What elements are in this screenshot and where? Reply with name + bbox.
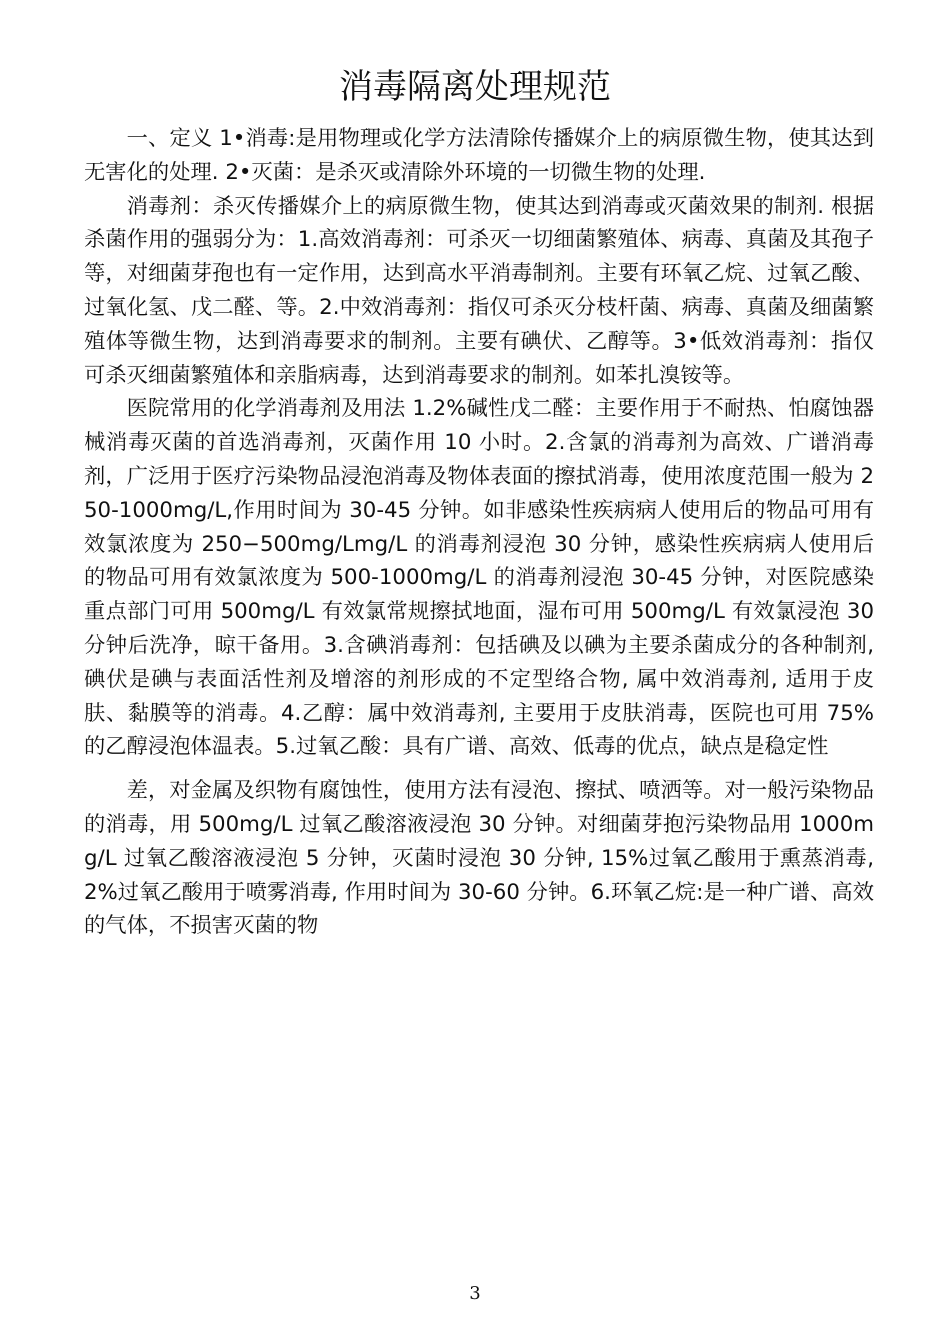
- paragraph-continuation: 差，对金属及织物有腐蚀性，使用方法有浸泡、擦拭、喷洒等。对一般污染物品的消毒，用 500mg/L 过氧乙酸溶液浸泡 30 分钟。对细菌芽抱污染物品用 1000mg/L 过氧乙酸溶液浸泡 5 分钟，灭菌时浸泡 30 分钟, 15%过氧乙酸用于熏蒸消毒, 2%过氧乙酸用于喷雾消毒, 作用时间为 30-60 分钟。6.环氧乙烷:是一种广谱、高效的气体，不损害灭菌的物: [84, 778, 874, 939]
- paragraph-disinfectant-types: 消毒剂：杀灭传播媒介上的病原微生物，使其达到消毒或灭菌效果的制剂. 根据杀菌作用的强弱分为：1.高效消毒剂：可杀灭一切细菌繁殖体、病毒、真菌及其孢子等，对细菌芽孢也有一定作用，达到高水平消毒制剂。主要有环氧乙烷、过氧乙酸、过氧化氢、戊二醛、等。2.中效消毒剂：指仅可杀灭分枝杆菌、病毒、真菌及细菌繁殖体等微生物，达到消毒要求的制剂。主要有碘伏、乙醇等。3•低效消毒剂：指仅可杀灭细菌繁殖体和亲脂病毒，达到消毒要求的制剂。如苯扎溴铵等。: [84, 193, 874, 388]
- page-number: 3: [469, 1283, 481, 1304]
- document-body: [84, 122, 874, 943]
- paragraph-definitions: 一、定义 1•消毒:是用物理或化学方法清除传播媒介上的病原微生物，使其达到无害化的处理. 2•灭菌：是杀灭或清除外环境的一切微生物的处理.: [84, 126, 874, 185]
- document-title: 消毒隔离处理规范: [339, 67, 611, 107]
- paragraph-hospital-disinfectants: 医院常用的化学消毒剂及用法 1.2%碱性戊二醛：主要作用于不耐热、怕腐蚀器械消毒灭菌的首选消毒剂，灭菌作用 10 小时。2.含氯的消毒剂为高效、广谱消毒剂，广泛用于医疗污染物品浸泡消毒及物体表面的擦拭消毒，使用浓度范围一般为 250-1000mg/L,作用时间为 30-45 分钟。如非感染性疾病病人使用后的物品可用有效氯浓度为 250−500mg/Lmg/L 的消毒剂浸泡 30 分钟，感染性疾病病人使用后的物品可用有效氯浓度为 500-1000mg/L 的消毒剂浸泡 30-45 分钟，对医院感染重点部门可用 500mg/L 有效氯常规擦拭地面，湿布可用 500mg/L 有效氯浸泡 30 分钟后洗净，晾干备用。3.含碘消毒剂：包括碘及以碘为主要杀菌成分的各种制剂, 碘伏是碘与表面活性剂及增溶的剂形成的不定型络合物, 属中效消毒剂, 适用于皮肤、黏膜等的消毒。4.乙醇：属中效消毒剂, 主要用于皮肤消毒，医院也可用 75%的乙醇浸泡体温表。5.过氧乙酸：具有广谱、高效、低毒的优点，缺点是稳定性: [84, 396, 874, 760]
